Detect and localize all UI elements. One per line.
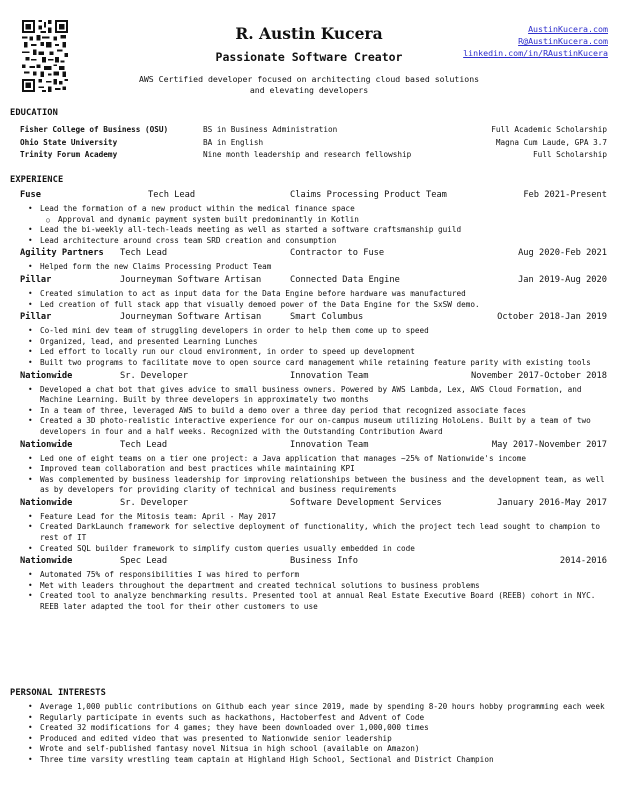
team: Business Info — [290, 556, 358, 567]
education-heading: EDUCATION — [10, 108, 58, 118]
role: Sr. Developer — [120, 497, 188, 508]
team: Software Development Services — [290, 497, 442, 508]
bullet-list — [20, 262, 607, 273]
bullet-list — [20, 289, 607, 310]
bullet: • Lead the bi-weekly all-tech-leads meeting as well as started a software craftsmanship guild — [20, 225, 607, 236]
company: Pillar — [20, 274, 52, 285]
job-entry — [20, 310, 607, 368]
interests-list — [20, 702, 607, 766]
company: Fuse — [20, 190, 41, 200]
role: Journeyman Software Artisan — [120, 274, 262, 285]
bullet: • Created a 3D photo-realistic interactive experience for our on-campus museum utilizing HoloLens. Built by a team of two developers in four and a half weeks. Recognized with the Outstanding Contribution Award — [20, 416, 607, 437]
team: Innovation Team — [290, 370, 369, 381]
dates: May 2017-November 2017 — [491, 439, 607, 450]
bullet-list — [20, 326, 607, 368]
bullet: • Built two programs to facilitate move to open source card management while retaining feature parity with existing tools — [20, 358, 607, 369]
job-entry — [20, 496, 607, 554]
linkedin-link[interactable]: linkedin.com/in/RAustinKucera — [463, 48, 608, 59]
job-header — [20, 554, 607, 570]
dates: October 2018-Jan 2019 — [497, 312, 607, 323]
school-name: Ohio State University — [20, 137, 118, 147]
bullet: • Improved team collaboration and best practices while maintaining KPI — [20, 464, 607, 475]
dates: 2014-2016 — [559, 556, 607, 567]
bullet: • Led one of eight teams on a tier one project: a Java application that manages ~25% of Nationwide's income — [20, 454, 607, 465]
education-row — [20, 125, 607, 138]
role: Spec Lead — [120, 556, 168, 567]
school-name: Trinity Forum Academy — [20, 150, 118, 160]
bullet: • Led creation of full stack app that visually demoed power of the Data Engine for the SxSW demo. — [20, 300, 607, 311]
role: Sr. Developer — [120, 370, 188, 381]
email-link[interactable]: R@AustinKucera.com — [518, 36, 608, 47]
team: Connected Data Engine — [290, 274, 400, 285]
team: Innovation Team — [290, 439, 369, 450]
team: Contractor to Fuse — [290, 248, 385, 259]
job-header — [20, 310, 607, 326]
bullet: • Feature Lead for the Mitosis team: April - May 2017 — [20, 512, 607, 523]
bullet-list — [20, 385, 607, 438]
bullet: • Organized, lead, and presented Learning Lunches — [20, 337, 607, 348]
bullet-list — [20, 204, 607, 246]
company: Nationwide — [20, 556, 73, 567]
role: Journeyman Software Artisan — [120, 312, 262, 323]
company: Agility Partners — [20, 248, 104, 259]
bullet: • Produced and edited video that was presented to Nationwide senior leadership — [20, 734, 607, 745]
job-entry — [20, 438, 607, 496]
job-entry — [20, 369, 607, 438]
bullet: • Regularly participate in events such as hackathons, Hactoberfest and Advent of Code — [20, 713, 607, 724]
job-header — [20, 246, 607, 262]
resume-summary: AWS Certified developer focused on architecting cloud based solutions and elevating developers — [138, 74, 480, 95]
resume-name: R. Austin Kucera — [235, 24, 383, 43]
bullet: • Developed a chat bot that gives advice to small business owners. Powered by AWS Lambda, Lex, AWS Cloud Formation, and Machine Learning. Built by three developers in approximately two months — [20, 385, 607, 406]
job-entry — [20, 273, 607, 310]
education-row — [20, 138, 607, 151]
job-header — [20, 438, 607, 454]
bullet: • Wrote and self-published fantasy novel Nitsua in high school (available on Amazon) — [20, 744, 607, 755]
dates: Aug 2020-Feb 2021 — [518, 248, 607, 259]
bullet: • Helped form the new Claims Processing Product Team — [20, 262, 607, 273]
bullet-list — [20, 570, 607, 612]
honor: Full Scholarship — [532, 150, 607, 160]
school-name: Fisher College of Business (OSU) — [20, 125, 169, 134]
degree: BS in Business Administration — [203, 125, 338, 134]
education-table — [20, 125, 607, 163]
job-entry — [20, 246, 607, 273]
bullet: • Created SQL builder framework to simplify custom queries usually embedded in code — [20, 544, 607, 555]
bullet: • Was complemented by business leadership for improving relationships between the business and the development team, as well as by developers for providing clarity of technical and business requirements — [20, 475, 607, 496]
bullet: • Created DarkLaunch framework for selective deployment of functionality, which the project tech lead sought to champion to rest of IT — [20, 522, 607, 543]
team: Smart Columbus — [290, 312, 364, 323]
bullet: • Created simulation to act as input data for the Data Engine before hardware was manufactured — [20, 289, 607, 300]
bullet: • Created 32 modifications for 4 games; they have been downloaded over 1,000,000 times — [20, 723, 607, 734]
dates: January 2016-May 2017 — [497, 497, 607, 508]
role: Tech Lead — [120, 439, 168, 450]
team: Claims Processing Product Team — [290, 190, 447, 200]
honor: Magna Cum Laude, GPA 3.7 — [495, 137, 607, 147]
sub-bullet: ○ Approval and dynamic payment system built predominantly in Kotlin — [20, 215, 607, 226]
bullet-list — [20, 512, 607, 554]
bullet: • Average 1,000 public contributions on Github each year since 2019, made by spending 8-20 hours hobby programming each week — [20, 702, 607, 713]
dates: Feb 2021-Present — [523, 190, 607, 200]
company: Nationwide — [20, 439, 73, 450]
job-header — [20, 496, 607, 512]
bullet-list — [20, 454, 607, 496]
bullet-list — [20, 702, 607, 766]
bullet: • Automated 75% of responsibilities I was hired to perform — [20, 570, 607, 581]
education-row — [20, 150, 607, 163]
experience-list — [20, 188, 607, 613]
company: Pillar — [20, 312, 52, 323]
company: Nationwide — [20, 497, 73, 508]
dates: November 2017-October 2018 — [471, 370, 607, 381]
role: Tech Lead — [148, 190, 196, 200]
bullet: • Lead the formation of a new product within the medical finance space — [20, 204, 607, 215]
contact-links — [463, 23, 608, 60]
job-header — [20, 188, 607, 204]
bullet: • Met with leaders throughout the department and created technical solutions to business problems — [20, 581, 607, 592]
job-entry — [20, 554, 607, 612]
job-header — [20, 369, 607, 385]
degree: Nine month leadership and research fellowship — [203, 150, 412, 160]
bullet: • In a team of three, leveraged AWS to build a demo over a three day period that recognized associate faces — [20, 406, 607, 417]
bullet: • Lead architecture around cross team SRD creation and consumption — [20, 236, 607, 247]
degree: BA in English — [203, 137, 264, 147]
experience-heading: EXPERIENCE — [10, 175, 64, 185]
bullet: • Led effort to locally run our cloud environment, in order to speed up development — [20, 347, 607, 358]
role: Tech Lead — [120, 248, 168, 259]
job-header — [20, 273, 607, 289]
website-link[interactable]: AustinKucera.com — [528, 24, 608, 34]
job-entry — [20, 188, 607, 246]
dates: Jan 2019-Aug 2020 — [518, 274, 607, 285]
bullet: • Created tool to analyze benchmarking results. Presented tool at annual Real Estate Executive Board (REEB) cohort in NYC. REEB later adapted the tool for their other customers to use — [20, 591, 607, 612]
bullet: • Three time varsity wrestling team captain at Highland High School, Sectional and District Champion — [20, 755, 607, 766]
interests-heading: PERSONAL INTERESTS — [10, 688, 106, 698]
honor: Full Academic Scholarship — [491, 125, 607, 134]
company: Nationwide — [20, 370, 73, 381]
bullet: • Co-led mini dev team of struggling developers in order to help them come up to speed — [20, 326, 607, 337]
resume-title: Passionate Software Creator — [215, 50, 403, 64]
